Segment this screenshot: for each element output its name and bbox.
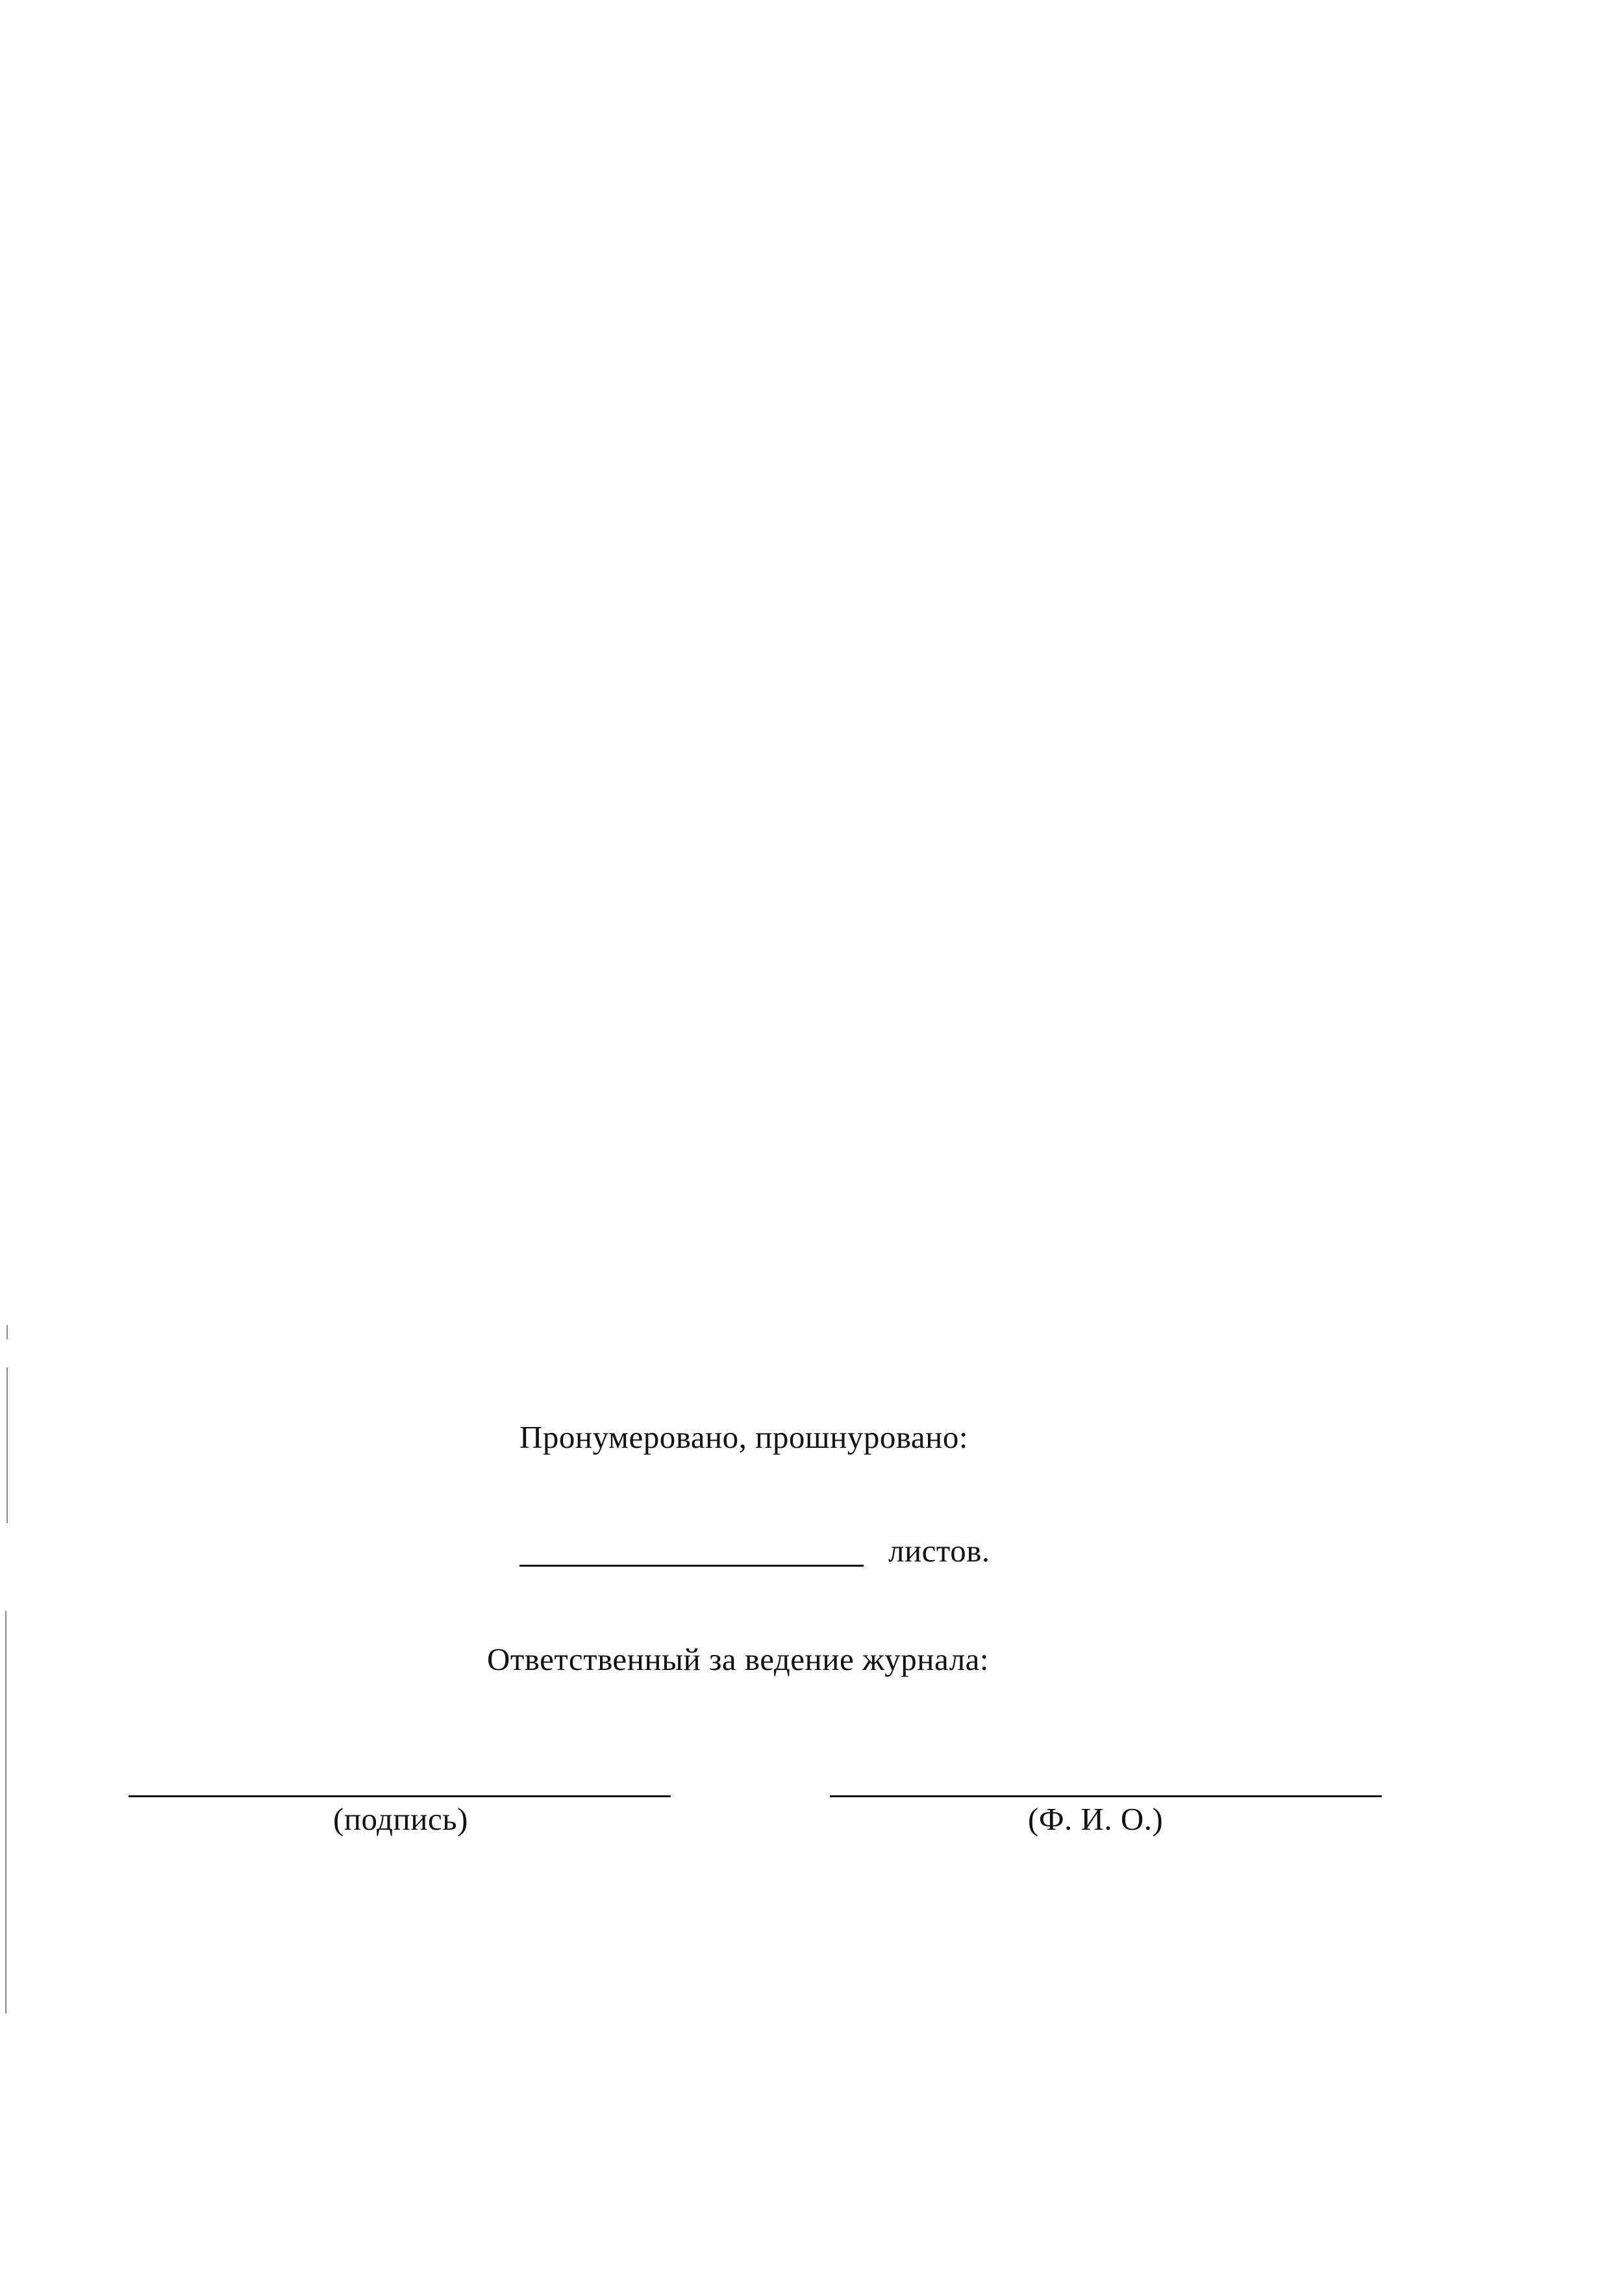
name-caption: (Ф. И. О.) xyxy=(1028,1801,1164,1837)
signature-line xyxy=(129,1795,671,1797)
sheet-count-line xyxy=(519,1565,864,1567)
responsible-label: Ответственный за ведение журнала: xyxy=(487,1641,990,1677)
signature-caption: (подпись) xyxy=(333,1801,468,1837)
binding-edge-mark xyxy=(5,1611,6,2014)
binding-edge-mark xyxy=(6,1367,8,1523)
name-line xyxy=(830,1795,1382,1797)
sheets-suffix-label: листов. xyxy=(888,1533,990,1569)
numbered-laced-label: Пронумеровано, прошнуровано: xyxy=(519,1419,968,1455)
binding-edge-mark xyxy=(6,1325,8,1339)
